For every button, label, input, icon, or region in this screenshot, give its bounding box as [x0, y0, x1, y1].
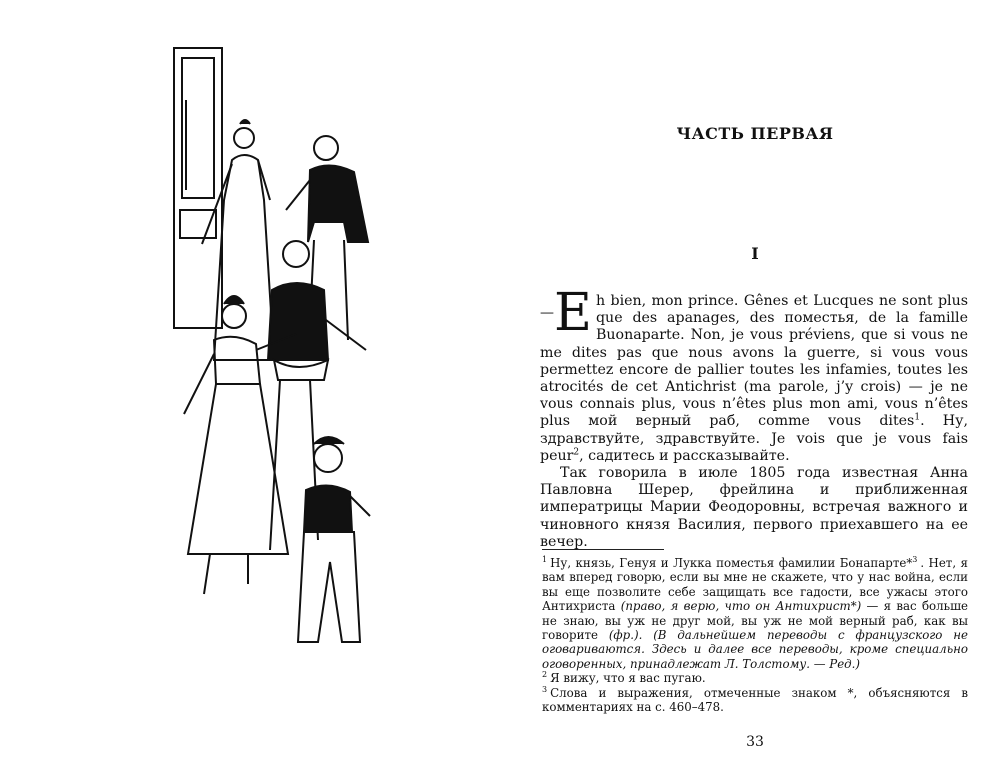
paragraph-1: [540, 283, 969, 465]
footnote-2-text: Я вижу, что я вас пугаю.: [550, 671, 706, 686]
footnote-1-text-c: — я вас больше не знаю, вы уж не друг мой, вы уж не мой верный раб, как вы говорите: [542, 599, 969, 643]
ball-illustration: [150, 40, 400, 720]
paragraph-1-text-c: , садитесь и рассказывайте.: [579, 447, 790, 464]
part-title: ЧАСТЬ ПЕРВАЯ: [676, 124, 834, 143]
paragraph-1-text-a: h bien, mon prince. Gênes et Lucques ne sont plus que des apanages, des поместья, de la famille Buonaparte. Non, je vous préviens, que si vous ne me dites pas que nous avons la guerre, si vous vous permettez encore de pallier toutes les infamies, toutes les atrocités de cet Antichrist (ma parole, j’y crois) — je ne vous connais plus, vous n’êtes plus mon ami, vous n’êtes plus мой верный раб, comme vous dites: [540, 293, 968, 430]
footnote-1-num: 1: [542, 555, 548, 565]
footnote-1: [542, 556, 968, 671]
footnote-rule: [542, 549, 664, 550]
paragraph-2: Так говорила в июле 1805 года известная Анна Павловна Шерер, фрейлина и приближенная императрицы Марии Феодоровны, встречая важного и чиновного князя Василия, первого приехавшего на ее вечер.: [540, 465, 968, 550]
woman-figure-back: [202, 120, 274, 360]
footnote-3-num: 3: [542, 684, 548, 694]
footnote-2: [542, 671, 968, 685]
doorway-drawing: [174, 48, 222, 328]
page-number: 33: [746, 734, 764, 750]
footnote-1-text-a: Ну, князь, Генуя и Лукка поместья фамилии Бонапарте*: [550, 556, 913, 570]
footnote-1-italic-2: (фр.). (В дальнейшем переводы с французского не оговариваются. Здесь и далее все переводы, кроме специально оговоренных, принадлежат Л. Толстому. — Ред.): [542, 628, 968, 671]
footnote-1-italic-1: (право, я верю, что он Антихрист*): [620, 599, 862, 614]
footnote-1-text-b: . Нет, я вам вперед говорю, если вы мне не скажете, что у нас война, если вы еще позволите себе защищать все гадости, все ужасы этого Антихриста: [542, 556, 968, 614]
paragraph-1-text-b: . Ну, здравствуйте, здравствуйте. Je vois que je vous fais peur: [540, 413, 969, 464]
footnotes: [542, 556, 968, 714]
note-ref-1: 1: [914, 412, 921, 423]
dropcap-block: [540, 283, 592, 343]
footnote-3-text: Слова и выражения, отмеченные знаком *, объясняются в комментариях на с. 460–478.: [542, 685, 968, 715]
note-ref-2: 2: [573, 447, 580, 458]
main-text: [540, 283, 969, 551]
young-woman-figure: [184, 296, 296, 594]
child-figure: [298, 437, 370, 642]
right-page: [540, 0, 970, 784]
dropcap-letter: E: [554, 283, 592, 343]
chapter-number: I: [751, 244, 759, 263]
dash: —: [540, 305, 554, 321]
footnote-1-sup: 3: [912, 555, 918, 565]
footnote-3: [542, 686, 968, 715]
footnote-2-num: 2: [542, 670, 548, 680]
